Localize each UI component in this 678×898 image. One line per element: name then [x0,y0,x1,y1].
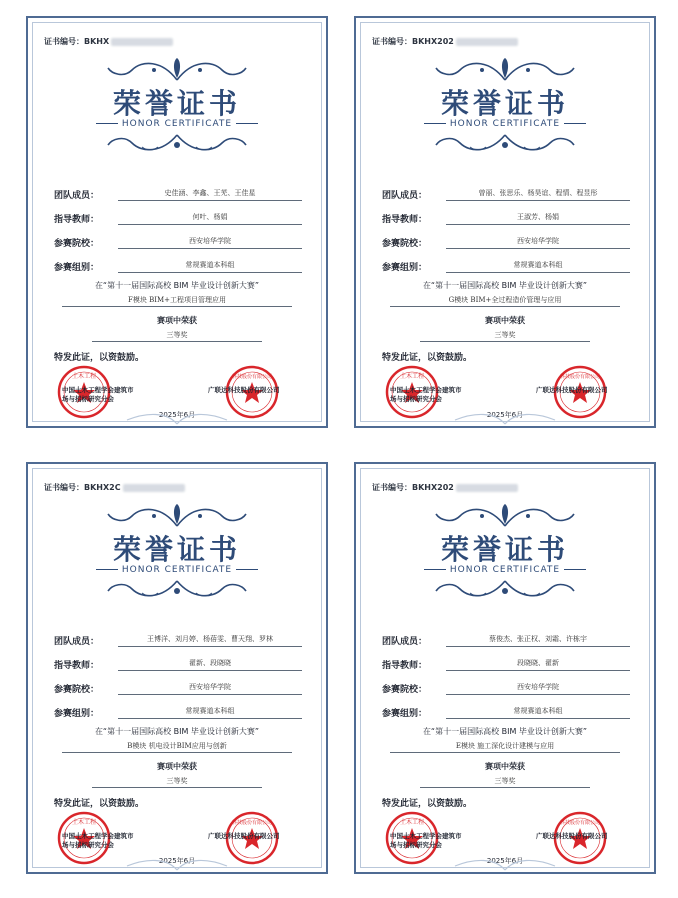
issuer-right: 广联达科技股份有限公司 [208,832,280,840]
teacher-row [54,210,302,226]
certificate-number [372,36,518,47]
team-row [382,632,630,648]
teacher-row [382,656,630,672]
issuer-left: 中国土木工程学会建筑市 场与招标研究分会 [62,832,134,849]
issuer-right: 广联达科技股份有限公司 [536,386,608,394]
certificate-number [44,36,173,47]
group-row [54,258,302,274]
certificate-3 [22,458,332,878]
school-name: 西安培华学院 [118,234,302,249]
group-name: 常规赛道本科组 [118,258,302,273]
school-name: 西安培华学院 [118,680,302,695]
module-name: F模块 BIM+工程项目管理应用 [62,294,292,307]
teacher-names: 段晓晓、翟新 [446,656,630,671]
certificate-number-value: BKHX [84,37,110,46]
ornament-top-icon [430,56,580,82]
issue-date: 2025年6月 [486,857,524,865]
team-row [382,186,630,202]
teacher-label: 指导教师： [54,661,100,671]
svg-text:土木工程: 土木工程 [71,819,97,826]
closing-text: 特发此证，以资鼓励。 [54,353,145,363]
certificate-number-label: 证书编号： [372,37,412,46]
award-level: 三等奖 [92,329,262,342]
group-row [382,704,630,720]
ornament-bottom-icon [430,133,580,155]
issuer-left: 中国土木工程学会建筑市 场与招标研究分会 [390,386,462,403]
certificate-1 [22,12,332,432]
issuer-left: 中国土木工程学会建筑市 场与招标研究分会 [390,832,462,849]
certificate-number-value: BKHX2C [84,483,121,492]
certificate-number [372,482,518,493]
team-label: 团队成员： [54,191,100,201]
school-row [54,234,302,250]
award-heading: 赛项中荣获 [157,316,197,325]
teacher-names: 翟新、段晓晓 [118,656,302,671]
module-name: B模块 机电设计BIM应用与创新 [62,740,292,753]
team-members: 蔡俊杰、张正权、刘霜、许栋宇 [446,632,630,647]
group-name: 常规赛道本科组 [446,704,630,719]
certificate-title: 荣誉证书 [112,533,241,566]
award-heading: 赛项中荣获 [157,762,197,771]
group-name: 常规赛道本科组 [118,704,302,719]
team-row [54,632,302,648]
certificate-number-label: 证书编号： [372,483,412,492]
ornament-top-icon [102,502,252,528]
competition-text: 在“第十一届国际高校 BIM 毕业设计创新大赛” [94,281,260,290]
svg-text:土木工程: 土木工程 [399,373,425,380]
certificate-number-label: 证书编号： [44,37,84,46]
ornament-top-icon [102,56,252,82]
school-name: 西安培华学院 [446,234,630,249]
team-members: 王博洋、刘月婷、杨蓓雯、曹天翔、罗林 [118,632,302,647]
certificate-number-label: 证书编号： [44,483,84,492]
group-name: 常规赛道本科组 [446,258,630,273]
school-label: 参赛院校： [54,685,100,695]
svg-text:科技股份有限公司: 科技股份有限公司 [559,820,601,826]
certificate-title: 荣誉证书 [440,87,569,120]
redacted-number [111,38,173,46]
closing-text: 特发此证，以资鼓励。 [382,353,473,363]
teacher-names: 王淑芳、杨娟 [446,210,630,225]
issuer-right: 广联达科技股份有限公司 [536,832,608,840]
group-label: 参赛组别： [54,263,100,273]
closing-text: 特发此证，以资鼓励。 [54,799,145,809]
issue-date: 2025年6月 [486,411,524,419]
module-name: E模块 施工深化设计建模与应用 [390,740,620,753]
school-label: 参赛院校： [54,239,100,249]
school-label: 参赛院校： [382,685,428,695]
certificate-subtitle: HONOR CERTIFICATE [22,119,332,129]
certificate-2 [350,12,660,432]
award-heading: 赛项中荣获 [485,762,525,771]
team-label: 团队成员： [382,637,428,647]
certificate-title: 荣誉证书 [440,533,569,566]
ornament-footer-icon [117,856,237,872]
ornament-top-icon [430,502,580,528]
ornament-footer-icon [117,410,237,426]
group-label: 参赛组别： [54,709,100,719]
certificate-subtitle: HONOR CERTIFICATE [22,565,332,575]
teacher-label: 指导教师： [382,661,428,671]
competition-text: 在“第十一届国际高校 BIM 毕业设计创新大赛” [94,727,260,736]
teacher-label: 指导教师： [54,215,100,225]
svg-text:科技股份有限公司: 科技股份有限公司 [231,820,273,826]
svg-text:科技股份有限公司: 科技股份有限公司 [559,374,601,380]
school-label: 参赛院校： [382,239,428,249]
competition-text: 在“第十一届国际高校 BIM 毕业设计创新大赛” [422,281,588,290]
redacted-number [456,38,518,46]
team-label: 团队成员： [382,191,428,201]
team-label: 团队成员： [54,637,100,647]
certificate-4 [350,458,660,878]
group-row [382,258,630,274]
certificate-subtitle: HONOR CERTIFICATE [350,119,660,129]
ornament-bottom-icon [102,133,252,155]
award-level: 三等奖 [420,329,590,342]
ornament-footer-icon [445,856,565,872]
competition-text: 在“第十一届国际高校 BIM 毕业设计创新大赛” [422,727,588,736]
team-members: 史佳涵、李鑫、王芜、王佳星 [118,186,302,201]
issuer-right: 广联达科技股份有限公司 [208,386,280,394]
svg-text:土木工程: 土木工程 [399,819,425,826]
ornament-footer-icon [445,410,565,426]
award-level: 三等奖 [92,775,262,788]
teacher-row [54,656,302,672]
certificate-number-value: BKHX202 [412,483,454,492]
certificate-title: 荣誉证书 [112,87,241,120]
certificate-number-value: BKHX202 [412,37,454,46]
ornament-bottom-icon [102,579,252,601]
redacted-number [123,484,185,492]
teacher-names: 何叶、杨娟 [118,210,302,225]
certificate-subtitle: HONOR CERTIFICATE [350,565,660,575]
school-row [382,234,630,250]
school-name: 西安培华学院 [446,680,630,695]
issuer-left: 中国土木工程学会建筑市 场与招标研究分会 [62,386,134,403]
teacher-label: 指导教师： [382,215,428,225]
svg-text:科技股份有限公司: 科技股份有限公司 [231,374,273,380]
issue-date: 2025年6月 [158,857,196,865]
award-heading: 赛项中荣获 [485,316,525,325]
team-members: 曾丽、张思乐、杨昊谊、程情、程昱彤 [446,186,630,201]
school-row [54,680,302,696]
ornament-bottom-icon [430,579,580,601]
svg-text:土木工程: 土木工程 [71,373,97,380]
group-label: 参赛组别： [382,263,428,273]
group-label: 参赛组别： [382,709,428,719]
team-row [54,186,302,202]
school-row [382,680,630,696]
group-row [54,704,302,720]
module-name: G模块 BIM+全过程造价管理与应用 [390,294,620,307]
issue-date: 2025年6月 [158,411,196,419]
closing-text: 特发此证，以资鼓励。 [382,799,473,809]
certificate-number [44,482,185,493]
teacher-row [382,210,630,226]
award-level: 三等奖 [420,775,590,788]
redacted-number [456,484,518,492]
